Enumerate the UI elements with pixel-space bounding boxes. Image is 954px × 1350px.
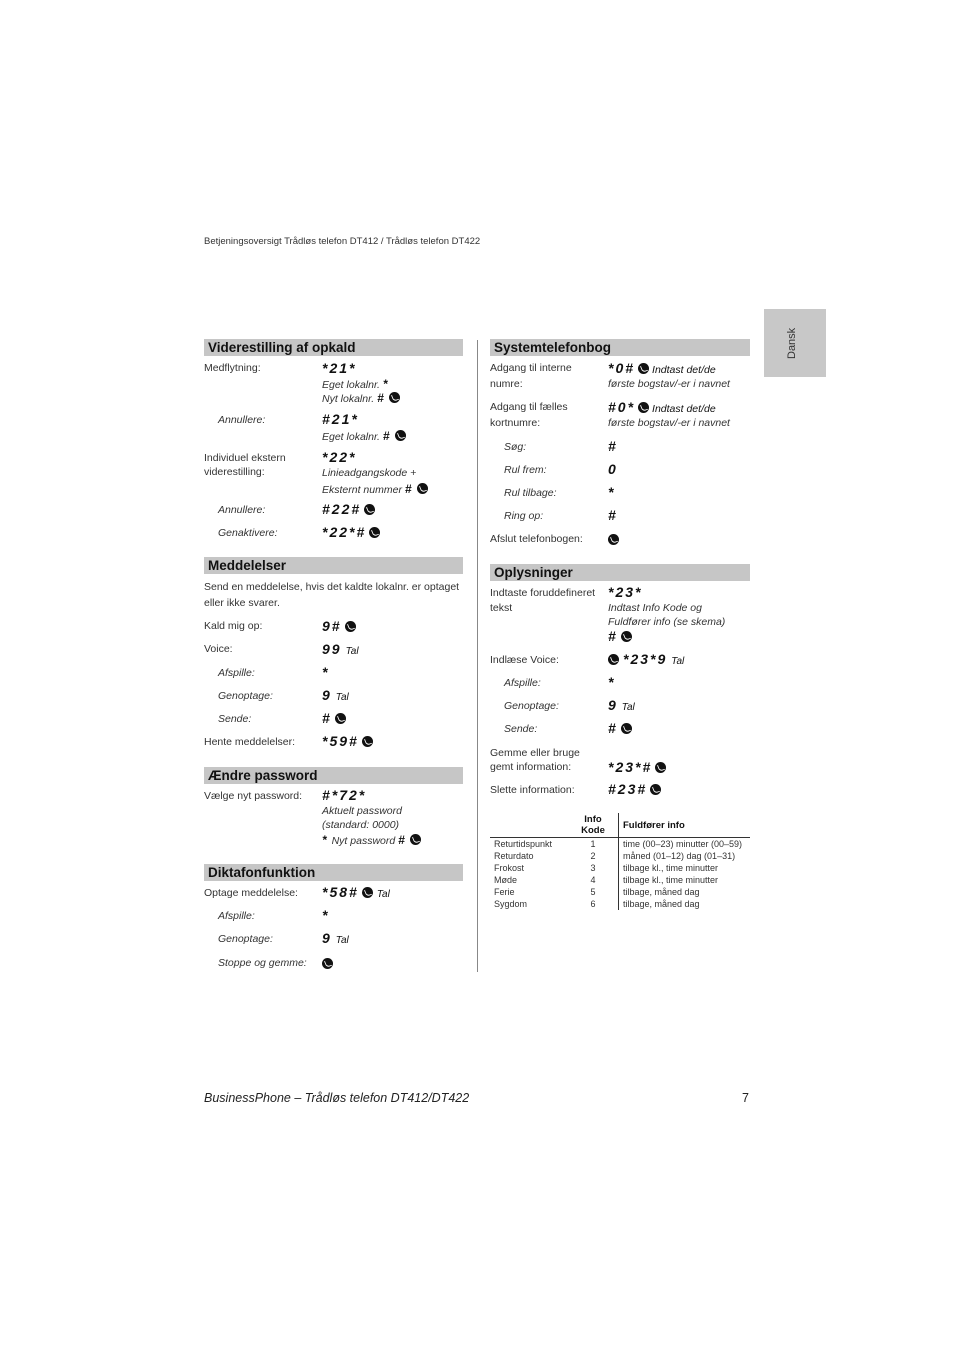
label-faelles-1: Adgang til fælles (490, 401, 568, 413)
cell-kode: 2 (568, 850, 619, 862)
label-dikta-afspille: Afspille: (218, 910, 255, 922)
code-rul-tilbage: * (608, 484, 616, 500)
code-sende: # (322, 710, 346, 726)
code-faelles: #0* Indtast det/de (608, 399, 716, 415)
cell-info: tilbage, måned dag (623, 887, 700, 897)
label-opl-sende: Sende: (504, 723, 538, 735)
label-soeg: Søg: (504, 441, 527, 453)
table-row (490, 898, 750, 910)
note-eksternt-nummer: Eksternt nummer # (322, 481, 428, 497)
handset-icon (362, 887, 373, 898)
note-info-kode: Indtast Info Kode og (608, 602, 702, 614)
handset-icon (621, 723, 632, 734)
label-indlaese-voice: Indlæse Voice: (490, 654, 559, 666)
note-eget-lokalnr: Eget lokalnr. * (322, 377, 390, 391)
code-hente-meddelelser: *59# (322, 733, 373, 749)
handset-icon (655, 762, 666, 773)
label-gemme-1: Gemme eller bruge (490, 747, 580, 759)
handset-icon (638, 363, 649, 374)
handset-icon (395, 430, 406, 441)
language-tab-label: Dansk (786, 327, 798, 359)
cell-type: Returdato (494, 851, 534, 861)
section-title-oplysninger: Oplysninger (490, 564, 750, 581)
handset-icon (650, 784, 661, 795)
handset-icon (608, 534, 619, 545)
cell-kode: 1 (568, 838, 619, 851)
handset-icon (389, 392, 400, 403)
code-slette: #23# (608, 781, 661, 797)
label-kald-mig-op: Kald mig op: (204, 620, 263, 632)
code-gemme: *23*# (608, 759, 666, 775)
table-row (490, 850, 750, 862)
label-individuel-1: Individuel ekstern (204, 452, 286, 464)
cell-kode: 6 (568, 898, 619, 910)
label-indtaste-1: Indtaste foruddefineret (490, 587, 596, 599)
note-standard-password: (standard: 0000) (322, 819, 400, 831)
code-indlaese-voice: *23*9 Tal (605, 651, 684, 670)
label-annullere-2: Annullere: (218, 504, 266, 516)
note-aktuelt-password: Aktuelt password (322, 805, 402, 817)
note-nyt-lokalnr: Nyt lokalnr. # (322, 390, 400, 406)
code-genaktivere: *22*# (322, 524, 380, 540)
cell-kode: 5 (568, 886, 619, 898)
section-title-diktafon: Diktafonfunktion (204, 864, 463, 881)
code-afslut-telefonbog (605, 531, 619, 547)
code-opl-genoptage: 9 Tal (608, 697, 635, 713)
label-hente-meddelelser: Hente meddelelser: (204, 736, 296, 748)
label-afslut-telefonbog: Afslut telefonbogen: (490, 533, 583, 545)
code-opl-sende: # (608, 720, 632, 736)
info-header-blank (490, 813, 568, 838)
code-dikta-afspille: * (322, 907, 330, 923)
label-genoptage: Genoptage: (218, 690, 273, 702)
code-medflytning: *21* (322, 360, 357, 376)
note-interne: første bogstav/-er i navnet (608, 378, 730, 390)
section-title-systemtelefonbog: Systemtelefonbog (490, 339, 750, 356)
code-genoptage: 9 Tal (322, 687, 349, 703)
table-row (490, 886, 750, 898)
code-interne: *0# Indtast det/de (608, 360, 716, 376)
note-faelles: første bogstav/-er i navnet (608, 417, 730, 429)
label-individuel-2: viderestilling: (204, 466, 265, 478)
info-header-fuldfoerer: Fuldfører info (619, 813, 751, 838)
note-nyt-password: * Nyt password # (322, 832, 421, 848)
label-vaelge-password: Vælge nyt password: (204, 790, 303, 802)
code-voice: 99 Tal (322, 641, 359, 657)
info-table (490, 813, 750, 910)
label-interne-2: numre: (490, 378, 523, 390)
label-interne-1: Adgang til interne (490, 362, 572, 374)
cell-type: Ferie (494, 887, 515, 897)
label-gemme-2: gemt information: (490, 761, 572, 773)
code-annullere-1: #21* (322, 411, 359, 427)
cell-type: Sygdom (494, 899, 528, 909)
handset-icon (345, 621, 356, 632)
cell-type: Returtidspunkt (494, 839, 553, 849)
note-linieadgangskode: Linieadgangskode + (322, 467, 417, 479)
footer-title: BusinessPhone – Trådløs telefon DT412/DT422 (204, 1091, 470, 1105)
handset-icon (621, 631, 632, 642)
handset-icon (410, 834, 421, 845)
label-annullere-1: Annullere: (218, 414, 266, 426)
meddelelser-intro-1: Send en meddelelse, hvis det kaldte lokalnr. er optaget (204, 581, 460, 593)
table-row (490, 838, 750, 851)
label-rul-frem: Rul frem: (504, 464, 547, 476)
running-header: Betjeningsoversigt Trådløs telefon DT412 / Trådløs telefon DT422 (204, 236, 481, 247)
label-optage-meddelelse: Optage meddelelse: (204, 887, 298, 899)
handset-icon (369, 527, 380, 538)
cell-info: måned (01–12) dag (01–31) (623, 851, 736, 861)
code-optage-meddelelse: *58# Tal (322, 884, 390, 900)
code-soeg: # (608, 438, 618, 454)
label-dikta-genoptage: Genoptage: (218, 933, 273, 945)
code-stoppe-gemme (319, 955, 333, 971)
label-faelles-2: kortnumre: (490, 417, 541, 429)
code-kald-mig-op: 9# (322, 618, 356, 634)
page-number: 7 (742, 1091, 749, 1105)
section-title-password: Ændre password (204, 767, 463, 784)
label-opl-afspille: Afspille: (504, 677, 541, 689)
code-password: #*72* (322, 787, 367, 803)
code-individuel: *22* (322, 449, 357, 465)
cell-kode: 3 (568, 862, 619, 874)
code-rul-frem: 0 (608, 461, 618, 477)
cell-info: time (00–23) minutter (00–59) (623, 839, 743, 849)
label-genaktivere: Genaktivere: (218, 527, 278, 539)
cell-type: Frokost (494, 863, 525, 873)
handset-icon (417, 483, 428, 494)
table-row (490, 874, 750, 886)
handset-icon (362, 736, 373, 747)
info-table-header (490, 813, 750, 838)
code-dikta-genoptage: 9 Tal (322, 930, 349, 946)
meddelelser-intro-2: eller ikke svarer. (204, 597, 280, 609)
section-title-viderestilling: Viderestilling af opkald (204, 339, 463, 356)
handset-icon (335, 713, 346, 724)
section-title-meddelelser: Meddelelser (204, 557, 463, 574)
label-medflytning: Medflytning: (204, 362, 261, 374)
label-sende: Sende: (218, 713, 252, 725)
cell-info: tilbage, måned dag (623, 899, 700, 909)
cell-info: tilbage kl., time minutter (623, 875, 719, 885)
code-opl-afspille: * (608, 674, 616, 690)
note-annullere-1: Eget lokalnr. # (322, 428, 406, 444)
note-fuldfoerer-info: Fuldfører info (se skema) (608, 616, 726, 628)
label-afspille: Afspille: (218, 667, 255, 679)
label-indtaste-2: tekst (490, 602, 513, 614)
handset-icon (322, 958, 333, 969)
handset-icon (638, 402, 649, 413)
label-opl-genoptage: Genoptage: (504, 700, 559, 712)
label-rul-tilbage: Rul tilbage: (504, 487, 557, 499)
cell-info: tilbage kl., time minutter (623, 863, 719, 873)
handset-icon (364, 504, 375, 515)
label-slette: Slette information: (490, 784, 575, 796)
code-afspille: * (322, 664, 330, 680)
label-voice: Voice: (204, 643, 233, 655)
code-ring-op: # (608, 507, 618, 523)
handset-icon (608, 654, 619, 665)
label-ring-op: Ring op: (504, 510, 544, 522)
info-header-kode: Info Kode (568, 813, 619, 838)
column-divider (477, 340, 478, 972)
cell-kode: 4 (568, 874, 619, 886)
table-row (490, 862, 750, 874)
cell-type: Møde (494, 875, 518, 885)
code-annullere-2: #22# (322, 501, 375, 517)
label-stoppe-gemme: Stoppe og gemme: (218, 957, 307, 969)
language-tab (764, 309, 826, 377)
code-indtaste: *23* (608, 584, 643, 600)
code-indtaste-end: # (608, 628, 632, 644)
